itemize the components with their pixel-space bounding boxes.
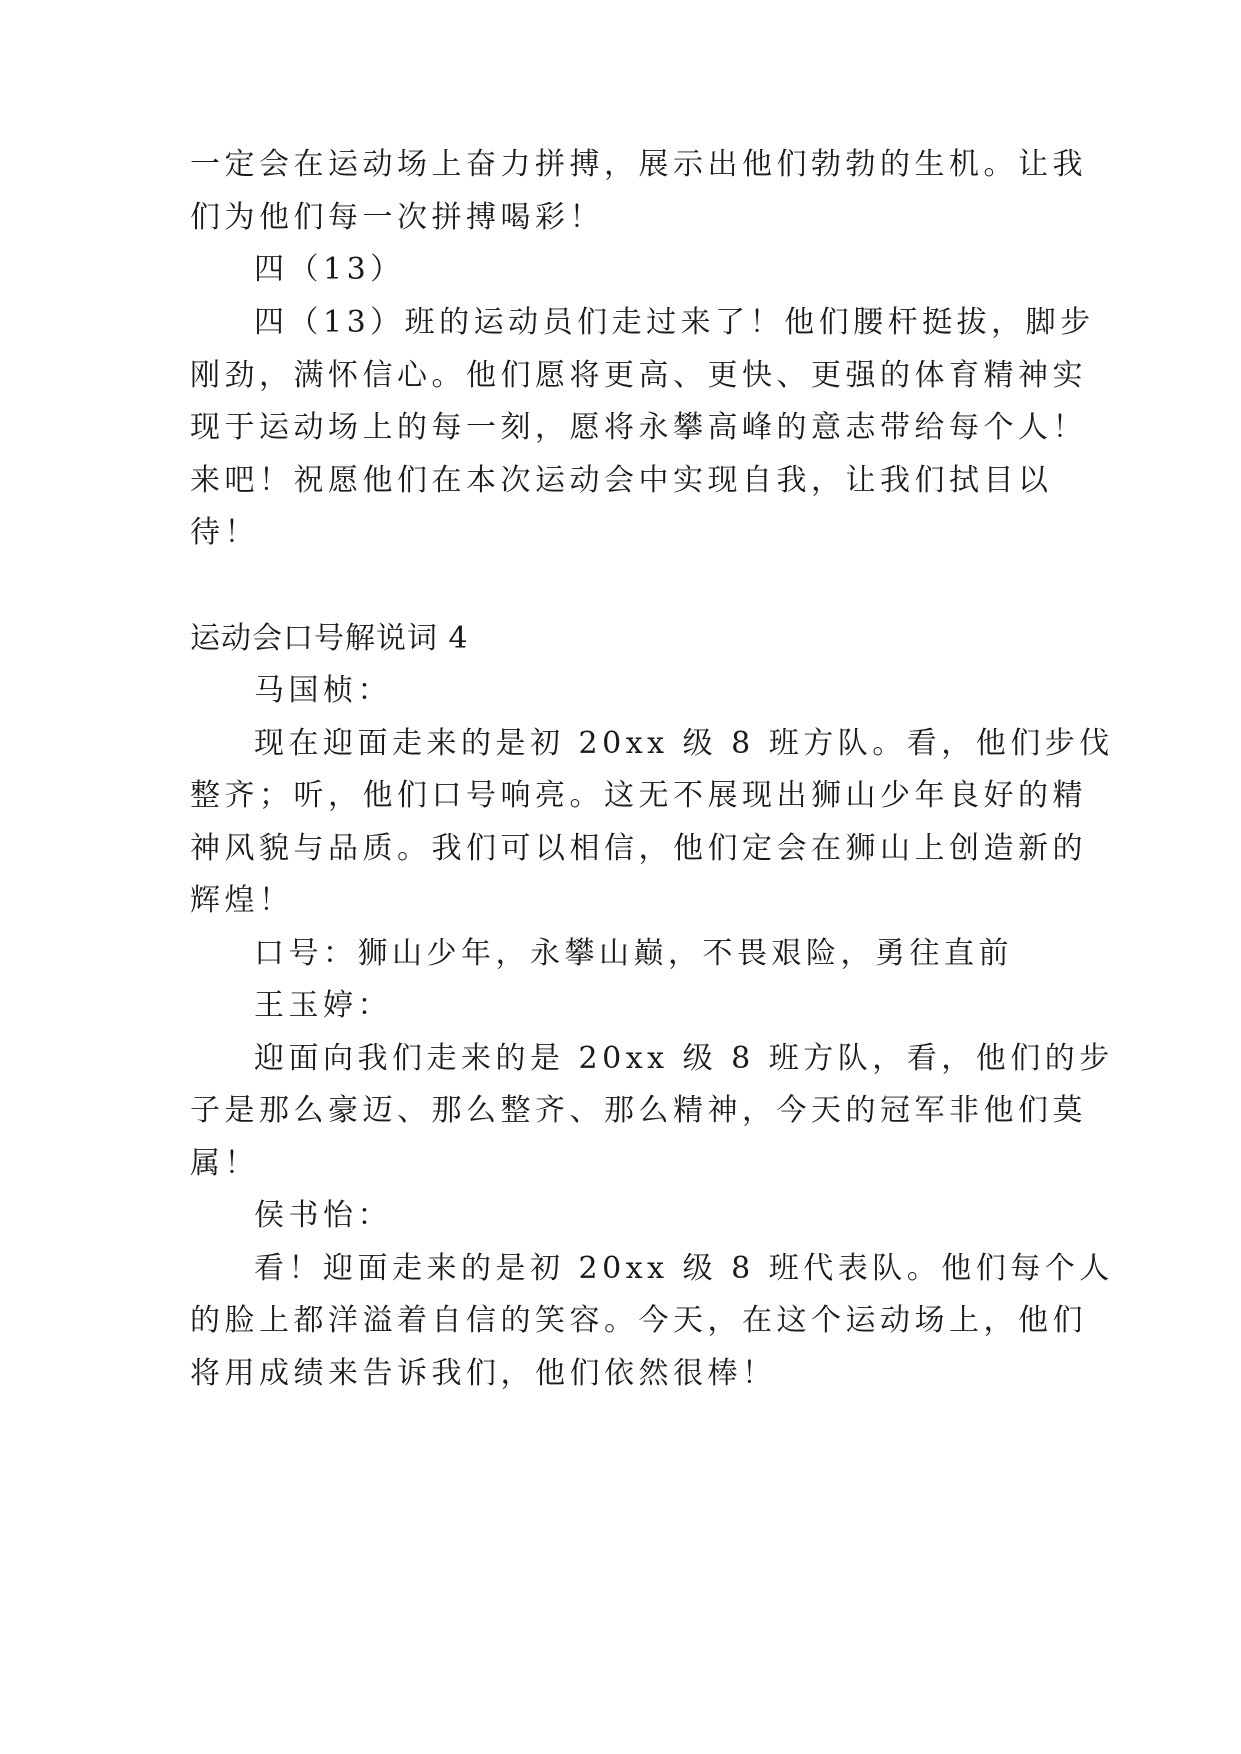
text-line: 四（13）班的运动员们走过来了！他们腰杆挺拔，脚步 [254,305,1095,340]
text-line: 辉煌！ [190,883,294,918]
text-line: 一定会在运动场上奋力拼搏，展示出他们勃勃的生机。让我 [190,147,1087,182]
text-line: 的脸上都洋溢着自信的笑容。今天，在这个运动场上，他们 [190,1303,1087,1338]
text-line: 整齐；听，他们口号响亮。这无不展现出狮山少年良好的精 [190,778,1087,813]
text-line: 们为他们每一次拼搏喝彩！ [190,200,604,235]
text-line: 待！ [190,515,259,550]
class-label: 四（13） [254,252,405,287]
text-line: 属！ [190,1146,259,1181]
text-line: 将用成绩来告诉我们，他们依然很棒！ [190,1356,777,1391]
text-line: 来吧！祝愿他们在本次运动会中实现自我，让我们拭目以 [190,463,1053,498]
text-line: 子是那么豪迈、那么整齐、那么精神，今天的冠军非他们莫 [190,1093,1087,1128]
text-line: 神风貌与品质。我们可以相信，他们定会在狮山上创造新的 [190,831,1087,866]
text-line: 迎面向我们走来的是 20xx 级 8 班方队，看，他们的步 [254,1041,1114,1076]
text-line: 刚劲，满怀信心。他们愿将更高、更快、更强的体育精神实 [190,358,1087,393]
section-title: 运动会口号解说词 4 [190,621,469,656]
slogan-line: 口号：狮山少年，永攀山巅，不畏艰险，勇往直前 [254,936,1013,971]
text-line: 现于运动场上的每一刻，愿将永攀高峰的意志带给每个人！ [190,410,1087,445]
speaker-label: 马国桢： [254,673,392,708]
text-line: 看！迎面走来的是初 20xx 级 8 班代表队。他们每个人 [254,1251,1114,1286]
text-line: 现在迎面走来的是初 20xx 级 8 班方队。看，他们步伐 [254,726,1114,761]
speaker-label: 王玉婷： [254,988,392,1023]
speaker-label: 侯书怡： [254,1198,392,1233]
